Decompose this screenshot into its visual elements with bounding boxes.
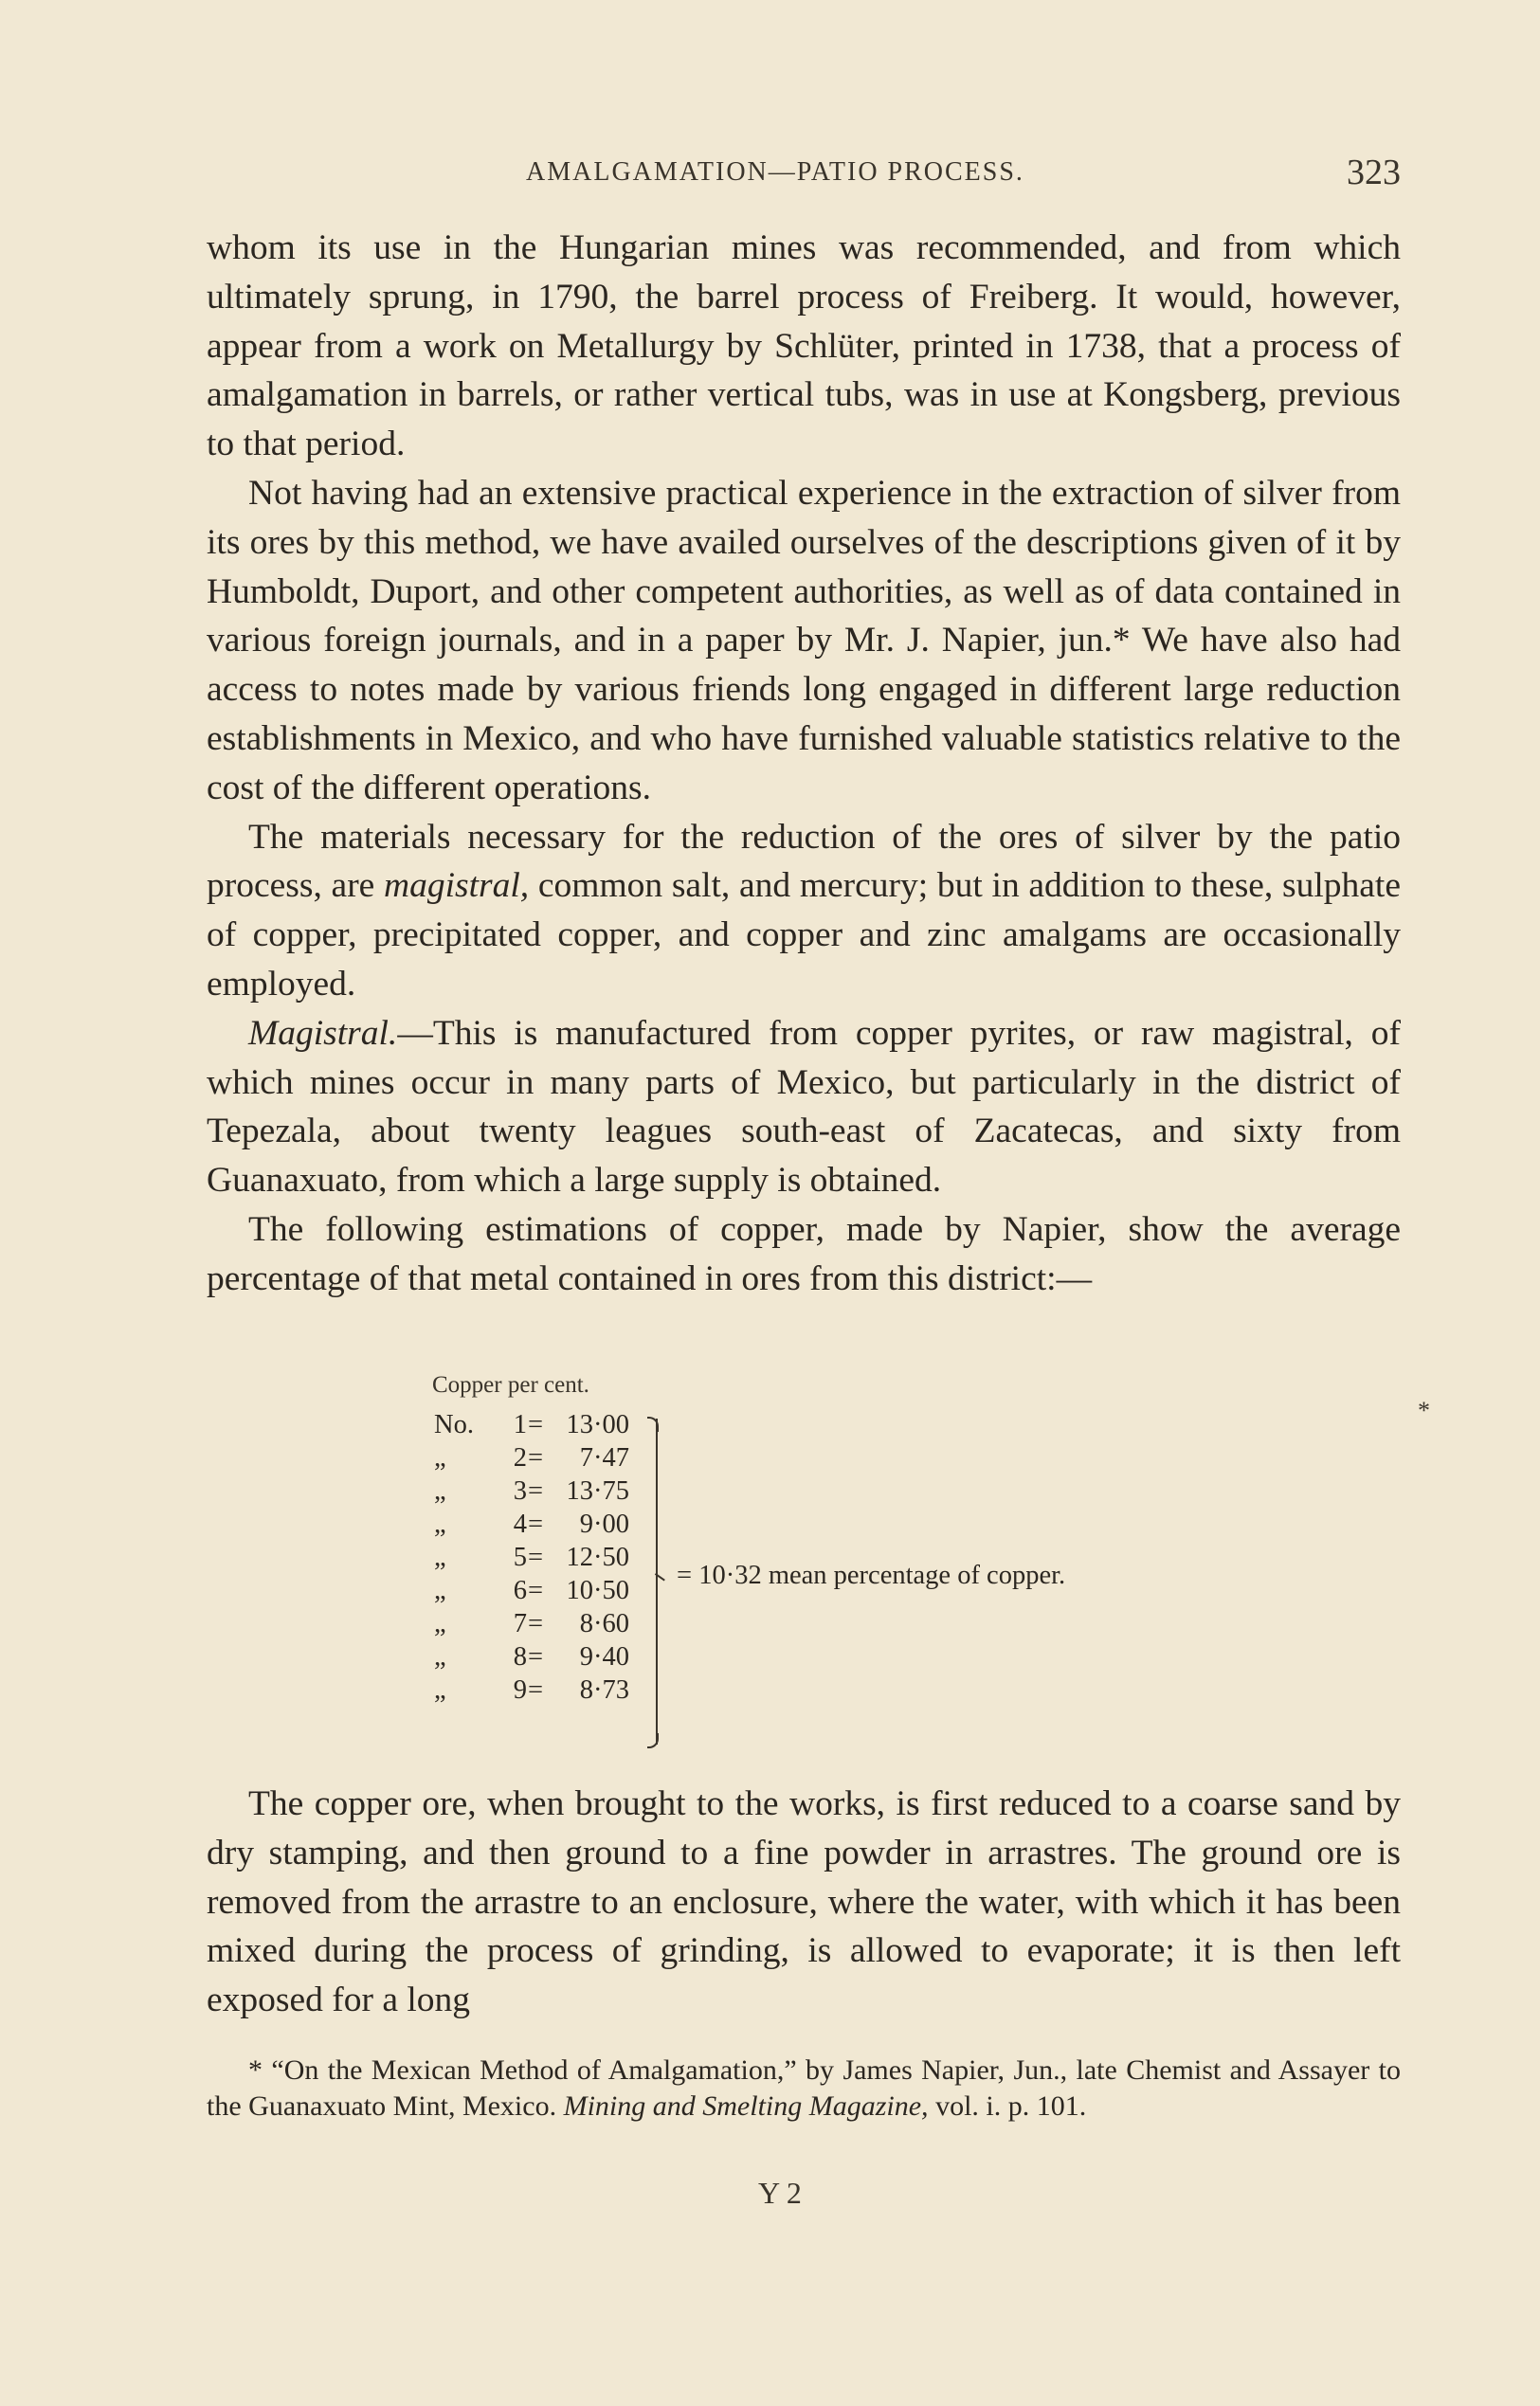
paragraph-5: The following estimations of copper, made by Napier, show the average percentage of that metal contained in ores from this district:—	[207, 1209, 1401, 1298]
row-value: 13·00	[566, 1410, 629, 1439]
row-number: 3	[513, 1476, 527, 1506]
row-label: „	[434, 1543, 446, 1572]
row-label: „	[434, 1576, 446, 1605]
paragraph-3-start: The materials necessary for the reduction of the ores of silver by the patio process, are	[207, 817, 1401, 906]
row-number: 1	[513, 1410, 527, 1439]
paragraph-3	[207, 813, 1401, 1009]
row-value: 8·73	[579, 1675, 629, 1705]
footnote-start: * “On the Mexican Method of Amalgamation,” by James Napier, Jun., late Chemist and Assayer to the Guanaxuato Mint, Mexico.	[207, 2054, 1401, 2122]
row-label: „	[434, 1609, 446, 1638]
footnote-text	[207, 2053, 1401, 2125]
row-number: 4	[513, 1510, 527, 1539]
paragraph-2: Not having had an extensive practical experience in the extraction of silver from its ores by this method, we have availed ourselves of the descriptions given of it by Humboldt, Duport, and other competent authorities, as well as of data contained in various foreign journals, and in a paper by Mr. J. Napier, jun.* We have also had access to notes made by various friends long engaged in different large reduction establishments in Mexico, and who have furnished valuable statistics relative to the cost of the different operations.	[207, 473, 1401, 807]
row-value: 13·75	[566, 1476, 629, 1506]
row-label: „	[434, 1642, 446, 1672]
table-row	[434, 1640, 661, 1673]
equals-sign: =	[528, 1410, 544, 1439]
equals-sign: =	[528, 1476, 544, 1506]
copper-table	[434, 1408, 661, 1707]
footnote-end: vol. i. p. 101.	[928, 2090, 1087, 2122]
table-row	[434, 1541, 661, 1574]
paragraph-4-text: —This is manufactured from copper pyrites, or raw magistral, of which mines occur in many parts of Mexico, but particularly in the district of Tepezala, about twenty leagues south-east of Zacatecas, and sixty from Guanaxuato, from which a large supply is obtained.	[207, 1013, 1401, 1201]
row-value: 8·60	[579, 1609, 629, 1638]
row-number: 6	[513, 1576, 527, 1605]
paragraph-1: whom its use in the Hungarian mines was recommended, and from which ultimately sprung, in 1790, the barrel process of Freiberg. It would, however, appear from a work on Metallurgy by Schlüter, printed in 1738, that a process of amalgamation in barrels, or rather vertical tubs, was in use at Kongsberg, previous to that period.	[207, 228, 1401, 464]
row-label: „	[434, 1675, 446, 1705]
row-label: „	[434, 1443, 446, 1473]
lower-text	[207, 1780, 1401, 2025]
table-row	[434, 1673, 661, 1707]
page-header	[207, 152, 1401, 193]
table-row	[434, 1474, 661, 1508]
signature-mark: Y 2	[758, 2176, 802, 2210]
row-value: 9·00	[579, 1510, 629, 1539]
row-value: 9·40	[579, 1642, 629, 1672]
equals-sign: =	[528, 1642, 544, 1672]
equals-sign: =	[528, 1609, 544, 1638]
row-number: 8	[513, 1642, 527, 1672]
equals-sign: =	[528, 1510, 544, 1539]
row-number: 5	[513, 1543, 527, 1572]
italic-magistral: magistral,	[384, 866, 530, 906]
equals-sign: =	[528, 1576, 544, 1605]
margin-asterisk: *	[1418, 1397, 1430, 1424]
row-label: No.	[434, 1410, 474, 1439]
italic-magistral-heading: Magistral.	[248, 1013, 398, 1053]
table-row	[434, 1607, 661, 1640]
equals-sign: =	[528, 1675, 544, 1705]
row-label: „	[434, 1476, 446, 1506]
table-row	[434, 1441, 661, 1474]
page-number: 323	[1347, 153, 1401, 192]
brace-bottom	[647, 1733, 659, 1748]
paragraph-6: The copper ore, when brought to the works, is first reduced to a coarse sand by dry stamping, and then ground to a fine powder in arrastres. The ground ore is removed from the arrastre to an enclosure, where the water, with which it has been mixed during the process of grinding, is allowed to evaporate; it is then left exposed for a long	[207, 1784, 1401, 2020]
footnote	[207, 2053, 1401, 2125]
row-value: 7·47	[579, 1443, 629, 1473]
row-number: 7	[513, 1609, 527, 1638]
row-label: „	[434, 1510, 446, 1539]
main-text	[207, 224, 1401, 1304]
table-row	[434, 1408, 661, 1441]
footnote-journal: Mining and Smelting Magazine,	[563, 2090, 929, 2122]
row-value: 10·50	[566, 1576, 629, 1605]
running-title: AMALGAMATION—PATIO PROCESS.	[526, 157, 1024, 187]
row-number: 9	[513, 1675, 527, 1705]
mean-result: = 10·32 mean percentage of copper.	[677, 1561, 1066, 1590]
paragraph-4	[207, 1009, 1401, 1205]
equals-sign: =	[528, 1543, 544, 1572]
table-row	[434, 1508, 661, 1541]
table-caption: Copper per cent.	[432, 1372, 589, 1398]
equals-sign: =	[528, 1443, 544, 1473]
table-row	[434, 1574, 661, 1607]
row-value: 12·50	[566, 1543, 629, 1572]
row-number: 2	[513, 1443, 527, 1473]
paragraph-3-end: common salt, and mercury; but in addition to these, sulphate of copper, precipitated copper, and copper and zinc amalgams are occasionally employed.	[207, 866, 1401, 1004]
